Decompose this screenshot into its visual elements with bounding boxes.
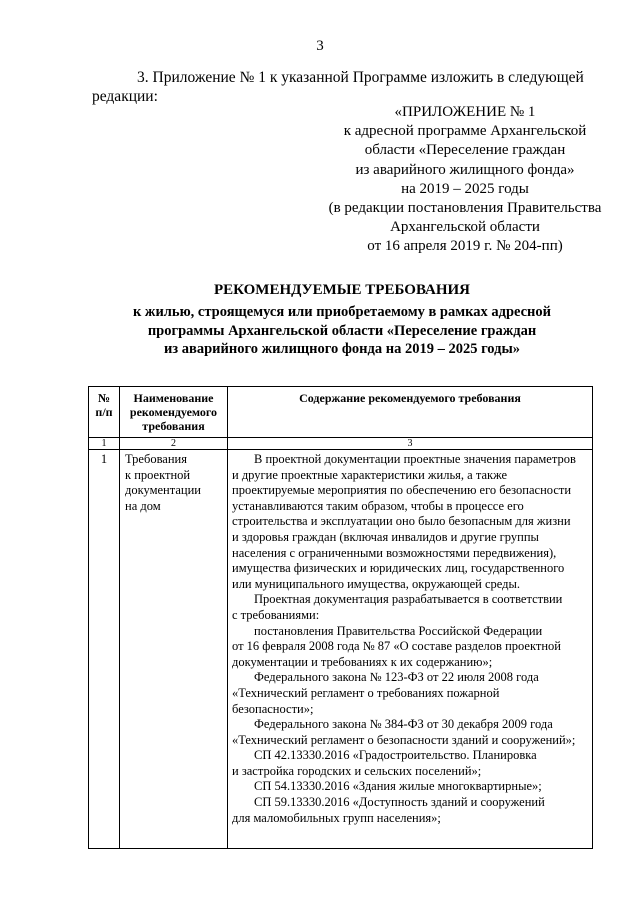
header-number [89, 387, 120, 438]
content-line: для маломобильных групп населения»; [232, 810, 441, 825]
column-number: 3 [228, 438, 593, 450]
title-main: РЕКОМЕНДУЕМЫЕ ТРЕБОВАНИЯ [213, 282, 471, 298]
requirement-content [228, 450, 593, 849]
appendix-line: «ПРИЛОЖЕНИЕ № 1 [394, 104, 536, 120]
appendix-line: (в редакции постановления Правительства [328, 200, 602, 217]
page-number: 3 [316, 38, 324, 54]
header-content: Содержание рекомендуемого требования [228, 387, 593, 438]
requirement-name-line: Требования [125, 452, 187, 466]
header-line: Наименование [133, 391, 214, 405]
content-line: населения с ограниченными возможностями передвижения), [232, 545, 557, 560]
content-line: СП 59.13330.2016 «Доступность зданий и сооружений [254, 795, 545, 810]
content-line: с требованиями: [232, 607, 320, 622]
content-line: документации и требованиях к их содержанию»; [232, 654, 493, 669]
header-line: № [97, 391, 111, 405]
content-line: постановления Правительства Российской Федерации [254, 623, 543, 638]
appendix-line: на 2019 – 2025 годы [401, 180, 529, 197]
intro-paragraph [92, 68, 592, 106]
content-line: Проектная документация разрабатывается в соответствии [254, 592, 563, 607]
content-line: Федерального закона № 123-ФЗ от 22 июля 2008 года [254, 670, 539, 685]
content-line: от 16 февраля 2008 года № 87 «О составе разделов проектной [232, 639, 561, 654]
header-line: рекомендуемого [129, 405, 218, 419]
content-line: или муниципального имущества, окружающей среды. [232, 576, 521, 591]
content-line: СП 42.13330.2016 «Градостроительство. Планировка [254, 748, 537, 763]
title-sub-line: из аварийного жилищного фонда на 2019 – 2025 годы» [163, 341, 521, 357]
intro-line: 3. Приложение № 1 к указанной Программе изложить в следующей [137, 69, 584, 86]
document-title [92, 282, 592, 359]
column-number: 1 [89, 438, 120, 450]
content-line: проектируемые мероприятия по обеспечению его безопасности [232, 483, 572, 498]
header-line: п/п [95, 405, 113, 419]
appendix-line: к адресной программе Архангельской [343, 123, 587, 140]
table-row [89, 450, 593, 849]
table-header-row [89, 387, 593, 438]
content-line: безопасности»; [232, 701, 314, 716]
content-line: и застройка городских и сельских поселений»; [232, 763, 482, 778]
requirement-name-line: на дом [125, 498, 161, 513]
content-line: и здоровья граждан (включая инвалидов и другие группы [232, 529, 539, 544]
title-sub-line: к жилью, строящемуся или приобретаемому в рамках адресной [132, 304, 552, 320]
content-line: и другие проектные характеристики жилья, а также [232, 467, 508, 482]
appendix-line: из аварийного жилищного фонда» [355, 161, 575, 178]
title-sub [92, 303, 592, 359]
content-line: имущества физических и юридических лиц, государственного [232, 561, 565, 576]
appendix-header [300, 103, 630, 257]
requirement-name-line: к проектной [125, 467, 191, 482]
requirements-table [88, 386, 593, 849]
row-number: 1 [89, 450, 120, 849]
header-line: требования [142, 419, 205, 433]
title-sub-line: программы Архангельской области «Переселение граждан [147, 322, 537, 339]
content-line: СП 54.13330.2016 «Здания жилые многоквартирные»; [254, 779, 542, 794]
requirement-name-line: документации [125, 483, 201, 498]
column-number-row [89, 438, 593, 450]
column-number: 2 [120, 438, 228, 450]
content-line: устанавливаются таким образом, чтобы в процессе его [232, 498, 524, 513]
content-line: строительства и эксплуатации оно было безопасным для жизни [232, 514, 571, 529]
requirement-name [120, 450, 228, 849]
content-line: Федерального закона № 384-ФЗ от 30 декабря 2009 года [254, 717, 553, 732]
content-line: «Технический регламент о безопасности зданий и сооружений»; [232, 732, 576, 747]
appendix-line: Архангельской области [390, 219, 540, 236]
appendix-line: области «Переселение граждан [364, 142, 566, 159]
appendix-line: от 16 апреля 2019 г. № 204-пп) [367, 238, 563, 255]
content-line: «Технический регламент о требованиях пожарной [232, 685, 500, 700]
header-name [120, 387, 228, 438]
intro-line: редакции: [92, 88, 158, 105]
content-line: В проектной документации проектные значения параметров [254, 452, 576, 466]
